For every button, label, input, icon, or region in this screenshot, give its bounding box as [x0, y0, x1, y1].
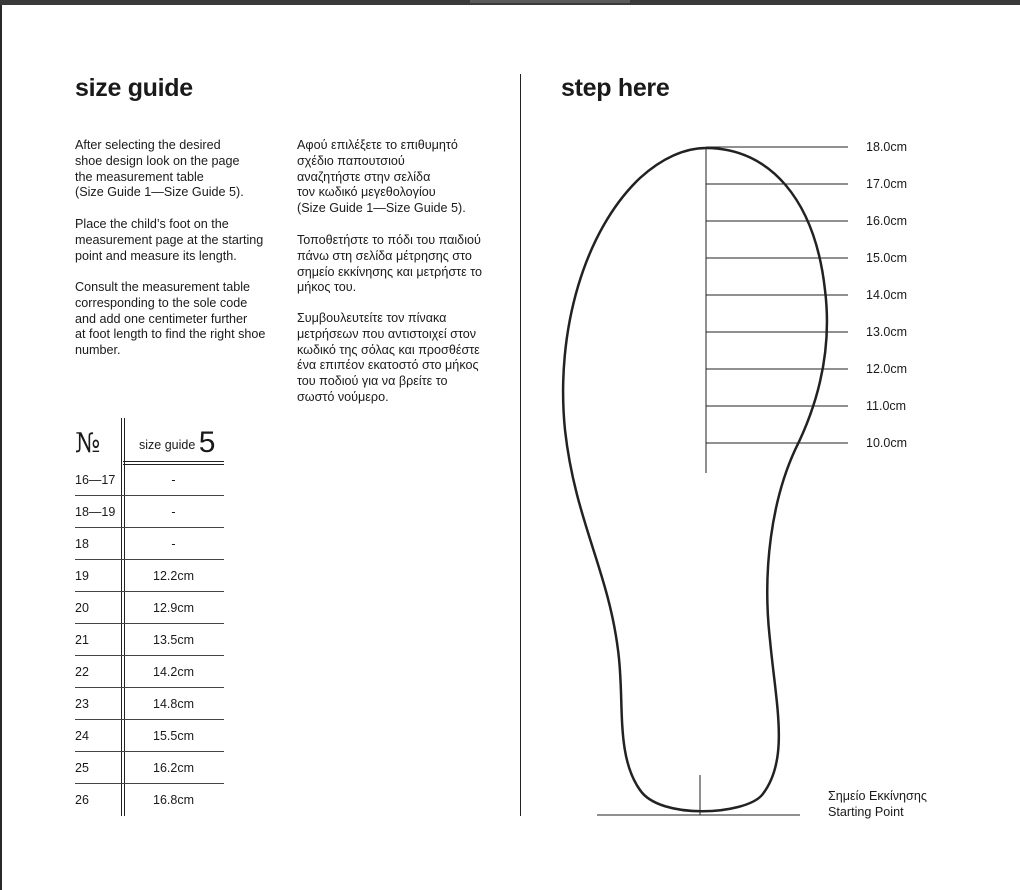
size-guide-header — [139, 426, 215, 460]
shoe-size-cell: 20 — [75, 601, 89, 615]
greek-paragraph-3: Συμβουλευτείτε τον πίνακα μετρήσεων που αντιστοιχεί στον κωδικό της σόλας και προσθέστε ένα επιπέον εκατοστό στο μήκος του ποδιού για να βρείτε το σωστό νούμερο. — [297, 311, 480, 404]
greek-paragraph-2: Τοποθετήστε το πόδι του παιδιού πάνω στη σελίδα μέτρησης στο σημείο εκκίνησης και μετρήστε το μήκος του. — [297, 233, 482, 295]
table-row — [75, 720, 224, 752]
foot-length-cell: 16.2cm — [153, 761, 194, 775]
foot-length-cell: 12.2cm — [153, 569, 194, 583]
foot-length-cell: 15.5cm — [153, 729, 194, 743]
foot-length-cell: 16.8cm — [153, 793, 194, 807]
shoe-size-cell: 24 — [75, 729, 89, 743]
size-guide-header-label: size guide — [139, 438, 196, 452]
ruler-label: 13.0cm — [866, 325, 907, 339]
shoe-size-cell: 16—17 — [75, 473, 116, 487]
table-header — [75, 418, 224, 464]
table-row — [75, 464, 224, 496]
table-body — [75, 464, 224, 816]
ruler-label: 17.0cm — [866, 177, 907, 191]
ruler-label: 12.0cm — [866, 362, 907, 376]
foot-length-cell: - — [171, 537, 176, 551]
table-row — [75, 528, 224, 560]
shoe-size-cell: 26 — [75, 793, 89, 807]
foot-length-cell: 12.9cm — [153, 601, 194, 615]
starting-point-greek: Σημείο Εκκίνησης — [828, 789, 927, 803]
page-divider — [520, 74, 521, 816]
table-row — [75, 656, 224, 688]
shoe-size-cell: 22 — [75, 665, 89, 679]
foot-length-cell: - — [171, 505, 176, 519]
foot-outline — [563, 148, 827, 811]
starting-point-label — [828, 789, 927, 820]
english-paragraph-2: Place the child’s foot on the measurement page at the starting point and measure its length. — [75, 217, 264, 263]
foot-length-cell: 14.2cm — [153, 665, 194, 679]
table-row — [75, 560, 224, 592]
shoe-size-cell: 19 — [75, 569, 89, 583]
top-bar-highlight — [470, 0, 630, 3]
table-row — [75, 496, 224, 528]
shoe-size-cell: 21 — [75, 633, 89, 647]
foot-length-cell: - — [171, 473, 176, 487]
table-row — [75, 752, 224, 784]
table-row — [75, 784, 224, 816]
ruler-label: 10.0cm — [866, 436, 907, 450]
foot-length-cell: 13.5cm — [153, 633, 194, 647]
ruler-label: 16.0cm — [866, 214, 907, 228]
length-ruler — [706, 140, 907, 450]
shoe-size-cell: 25 — [75, 761, 89, 775]
ruler-label: 11.0cm — [866, 399, 907, 413]
shoe-size-cell: 18 — [75, 537, 89, 551]
number-sign-header: № — [75, 428, 101, 459]
header-rule-1 — [123, 461, 224, 462]
greek-paragraph-1: Αφού επιλέξετε το επιθυμητό σχέδιο παπουτσιού αναζητήστε στην σελίδα τον κωδικό μεγεθολογίου (Size Guide 1—Size Guide 5). — [297, 138, 466, 216]
foot-length-cell: 14.8cm — [153, 697, 194, 711]
size-table — [75, 418, 224, 816]
table-row — [75, 624, 224, 656]
starting-point-english: Starting Point — [828, 804, 904, 819]
step-here-title: step here — [561, 74, 670, 102]
english-paragraph-1: After selecting the desired shoe design look on the page the measurement table (Size Guide 1—Size Guide 5). — [75, 138, 244, 200]
ruler-label: 15.0cm — [866, 251, 907, 265]
size-guide-title: size guide — [75, 74, 193, 102]
shoe-size-cell: 18—19 — [75, 505, 116, 519]
table-row — [75, 592, 224, 624]
size-guide-number: 5 — [198, 426, 216, 459]
shoe-size-cell: 23 — [75, 697, 89, 711]
ruler-label: 14.0cm — [866, 288, 907, 302]
ruler-label: 18.0cm — [866, 140, 907, 154]
english-paragraph-3: Consult the measurement table corresponding to the sole code and add one centimeter further at foot length to find the right shoe number. — [75, 280, 266, 358]
table-row — [75, 688, 224, 720]
page-left-edge — [0, 5, 2, 890]
